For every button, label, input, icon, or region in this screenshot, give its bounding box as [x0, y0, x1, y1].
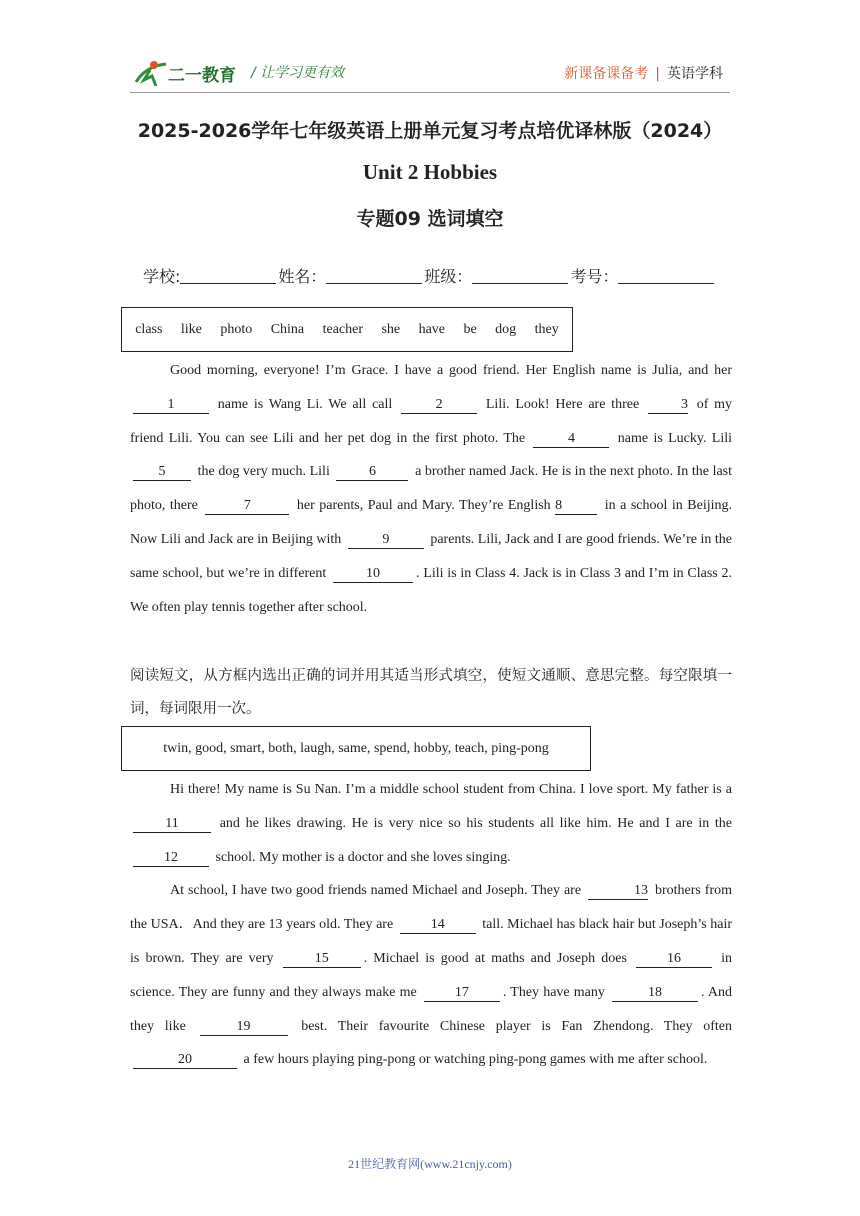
header-separator: | [655, 66, 660, 82]
passage-2-paragraph-2: At school, I have two good friends named Michael and Joseph. They are 13 brothers from the USA．And they are 13 years old. They are 14 tall. Michael has black hair but Joseph’s hair is brown. They are very 15 . Michael is good at maths and Joseph does 16 in science. They are funny and they always make me 17 . They have many 18 . And they like 19 best. Their favourite Chinese player is Fan Zhendong. They often 20 a few hours playing ping-pong or watching ping-pong games with me after school. [130, 883, 733, 1068]
word-box-word: China [270, 321, 305, 337]
slogan: / 让学习更有效 [251, 65, 345, 81]
blank-6: 6 [336, 464, 408, 481]
blank-12: 12 [133, 850, 209, 867]
passage-2-paragraph-1: Hi there! My name is Su Nan. I’m a middle school student from China. I love sport. My father is a 11 and he likes drawing. He is very nice so his students all like him. He and I are in the 12 school. My mother is a doctor and she loves singing. [130, 773, 732, 874]
student-info [143, 264, 716, 287]
passage-1 [130, 354, 732, 624]
instruction-text: 阅读短文，从方框内选出正确的词并用其适当形式填空，使短文通顺、意思完整。每空限填一词，每词限用一次。 [130, 668, 732, 717]
class-label: 班级： [424, 267, 473, 286]
word-box-word: dog [495, 321, 517, 337]
blank-18: 18 [612, 985, 698, 1002]
header-right [564, 63, 723, 83]
logo-text: 二一教育 [168, 66, 236, 86]
blank-1: 1 [133, 397, 209, 414]
number-line [618, 268, 714, 284]
word-box-word: she [381, 321, 401, 337]
blank-2: 2 [401, 397, 477, 414]
header-subject: 英语学科 [667, 66, 723, 82]
header-divider [130, 92, 730, 93]
passage-1-paragraph: Good morning, everyone! I’m Grace. I have a good friend. Her English name is Julia, and her 1 name is Wang Li. We all call 2 Lili. Look! Here are three 3 of my friend Lili. You can see Lili and her pet dog in the first photo. The 4 name is Lucky. Lili 5 the dog very much. Lili 6 a brother named Jack. He is in the next photo. In the last photo, there 7 her parents, Paul and Mary. They’re English 8 in a school in Beijing. Now Lili and Jack are in Beijing with 9 parents. Lili, Jack and I are good friends. We’re in the same school, but we’re in different 10 . Lili is in Class 4. Jack is in Class 3 and I’m in Class 2. We often play tennis together after school. [130, 363, 733, 615]
blank-8: 8 [555, 498, 597, 515]
page-header [0, 0, 860, 100]
blank-3: 3 [648, 397, 688, 414]
blank-19: 19 [200, 1019, 288, 1036]
topic-title: 专题09 选词填空 [356, 208, 504, 230]
word-box-word: have [418, 321, 446, 337]
name-line [326, 268, 422, 284]
class-line [472, 268, 568, 284]
word-box-word: class [135, 321, 163, 337]
blank-7: 7 [205, 498, 289, 515]
blank-4: 4 [533, 431, 609, 448]
blank-9: 9 [348, 532, 424, 549]
document-title: 2025-2026学年七年级英语上册单元复习考点培优译林版（2024） [137, 120, 723, 142]
number-label: 考号： [570, 267, 619, 286]
school-label: 学校: [143, 267, 181, 286]
word-box-word: like [180, 321, 202, 337]
logo-icon [132, 56, 242, 90]
blank-15: 15 [283, 951, 361, 968]
word-box-2: twin, good, smart, both, laugh, same, spend, hobby, teach, ping-pong [121, 726, 591, 771]
word-box-word: teacher [322, 321, 364, 337]
word-box-word: photo [220, 321, 253, 337]
blank-13: 13 [588, 883, 648, 900]
header-tag: 新课备课备考 [564, 66, 649, 82]
school-line [180, 268, 276, 284]
unit-title: Unit 2 Hobbies [362, 160, 498, 184]
blank-14: 14 [400, 917, 476, 934]
blank-5: 5 [133, 464, 191, 481]
blank-16: 16 [636, 951, 712, 968]
word-box-word: they [534, 321, 559, 337]
footer-source: 21世纪教育网(www.21cnjy.com) [348, 1157, 512, 1171]
blank-17: 17 [424, 985, 500, 1002]
passage-2 [130, 773, 732, 1077]
word-box-1 [121, 307, 573, 352]
name-label: 姓名： [278, 267, 327, 286]
blank-20: 20 [133, 1052, 237, 1069]
blank-11: 11 [133, 816, 211, 833]
word-box-word: be [463, 321, 477, 337]
blank-10: 10 [333, 566, 413, 583]
